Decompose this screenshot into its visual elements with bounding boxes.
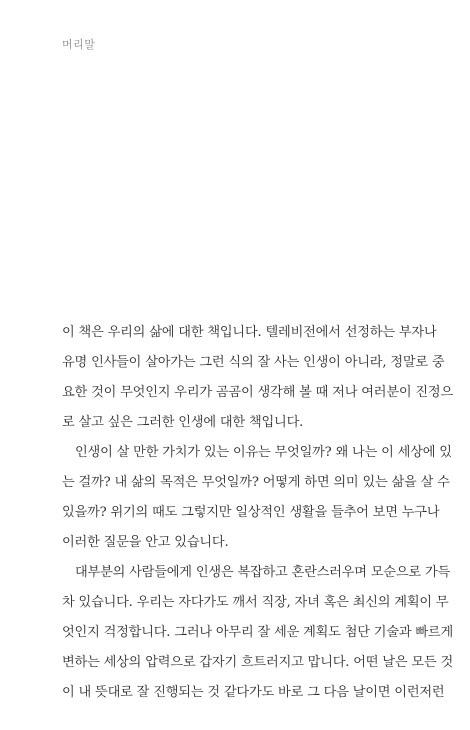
text-line: 이 책은 우리의 삶에 대한 책입니다. 텔레비전에서 선정하는 부자나	[62, 325, 437, 340]
body-text	[62, 318, 454, 708]
text-line: 요한 것이 무엇인지 우리가 곰곰이 생각해 볼 때 저나 여러분이 진정으	[62, 385, 454, 400]
text-line: 변하는 세상의 압력으로 갑자기 흐트러지고 맙니다. 어떤 날은 모든 것	[62, 655, 454, 670]
text-line: 는 걸까? 내 삶의 목적은 무엇일까? 어떻게 하면 의미 있는 삶을 살 수	[62, 475, 450, 490]
text-line: 차 있습니다. 우리는 자다가도 깨서 직장, 자녀 혹은 최신의 계획이 무	[62, 595, 449, 610]
paragraph-3	[62, 558, 454, 708]
text-line: 이러한 질문을 안고 있습니다.	[62, 535, 229, 550]
text-line: 엇인지 걱정합니다. 그러나 아무리 잘 세운 계획도 첨단 기술과 빠르게	[62, 625, 454, 640]
text-line: 인생이 살 만한 가치가 있는 이유는 무엇일까? 왜 나는 이 세상에 있	[75, 445, 452, 460]
text-line: 유명 인사들이 살아가는 그런 식의 잘 사는 인생이 아니라, 정말로 중	[62, 355, 445, 370]
text-line: 대부분의 사람들에게 인생은 복잡하고 혼란스러우며 모순으로 가득	[75, 565, 451, 580]
paragraph-1	[62, 318, 454, 438]
text-line: 있을까? 위기의 때도 그렇지만 일상적인 생활을 들추어 보면 누구나	[62, 505, 440, 520]
paragraph-2	[62, 438, 452, 558]
text-line: 이 내 뜻대로 잘 진행되는 것 같다가도 바로 그 다음 날이면 이런저런	[62, 685, 445, 700]
running-head: 머리말	[62, 38, 96, 51]
text-line: 로 살고 싶은 그러한 인생에 대한 책입니다.	[62, 415, 304, 430]
